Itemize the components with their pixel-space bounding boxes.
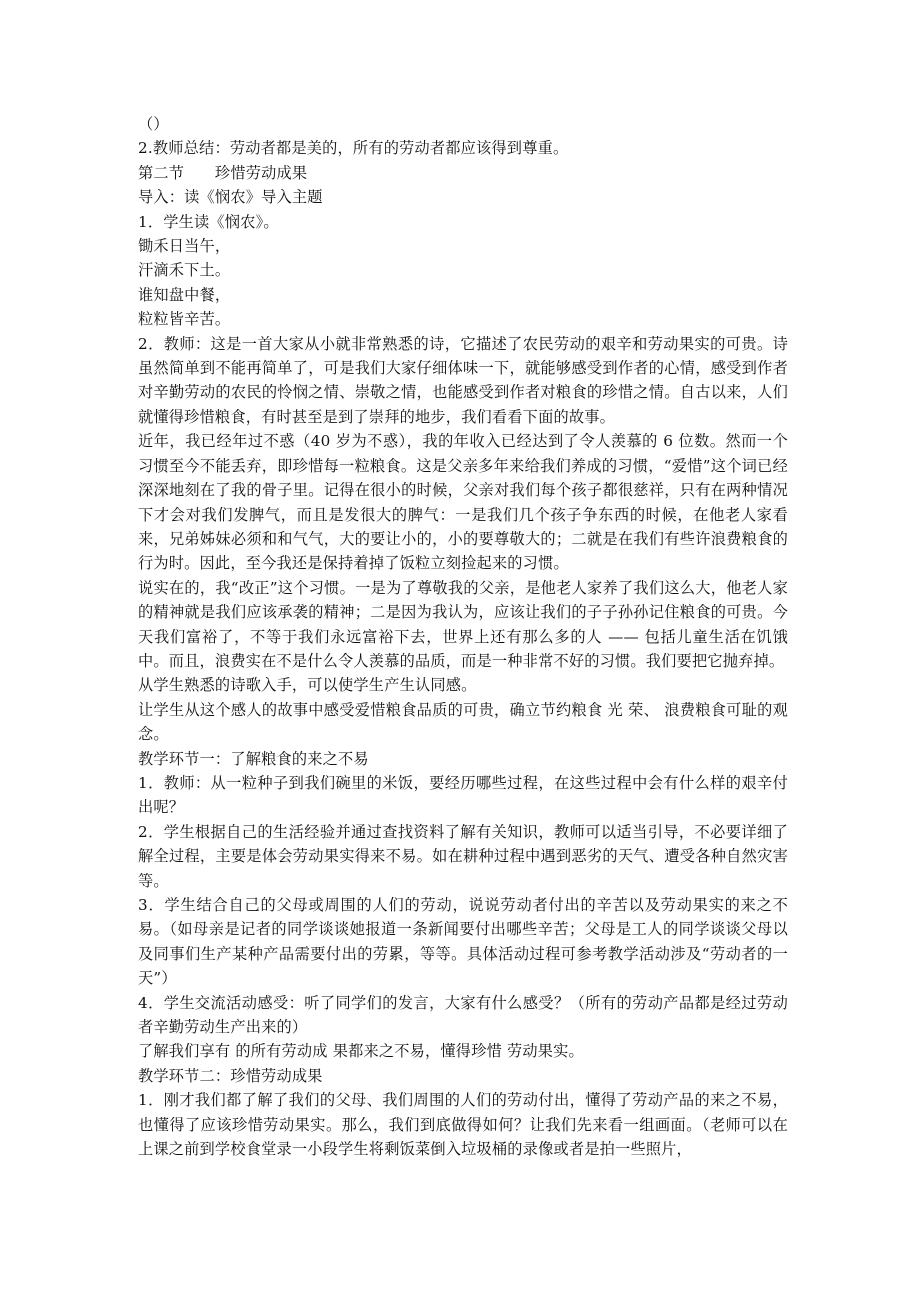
step-1-summary: 了解我们享有 的所有劳动成 果都来之不易，懂得珍惜 劳动果实。 (138, 1042, 584, 1061)
note-poem: 从学生熟悉的诗歌入手，可以使学生产生认同感。 (138, 676, 477, 695)
section-heading-step-1: 教学环节一：了解粮食的来之不易 (138, 749, 369, 768)
paren-placeholder: （） (138, 115, 169, 133)
step-read-poem: 1．学生读《悯农》。 (138, 212, 279, 231)
step-2-item-1: 1．刚才我们都了解了我们的父母、我们周围的人们的劳动付出，懂得了劳动产品的来之不易，也懂得了应该珍惜劳动果实。那么，我们到底做得如何？让我们先来看一组画面。（老师可以在上课之前到学校食堂录一小段学生将剩饭菜倒入垃圾桶的录像或者是拍一些照片， (138, 1091, 788, 1159)
section-heading-step-2: 教学环节二：珍惜劳动成果 (138, 1066, 323, 1085)
poem-line-3: 谁知盘中餐， (138, 285, 231, 304)
note-story: 让学生从这个感人的故事中感受爱惜粮食品质的可贵，确立节约粮食 光 荣、 浪费粮食可耻的观念。 (138, 700, 788, 744)
step-1-item-3: 3．学生结合自己的父母或周围的人们的劳动，说说劳动者付出的辛苦以及劳动果实的来之不易。（如母亲是记者的同学谈谈她报道一条新闻要付出哪些辛苦；父母是工人的同学谈谈父母以及同事们生产某种产品需要付出的劳累，等等。具体活动过程可参考教学活动涉及“劳动者的一天”） (138, 896, 788, 988)
teacher-summary: 2.教师总结：劳动者都是美的，所有的劳动者都应该得到尊重。 (138, 139, 569, 158)
poem-line-2: 汗滴禾下土。 (138, 261, 231, 280)
step-1-item-4: 4．学生交流活动感受：听了同学们的发言，大家有什么感受？（所有的劳动产品都是经过劳动者辛勤劳动生产出来的） (138, 993, 788, 1037)
step-1-item-1: 1．教师：从一粒种子到我们碗里的米饭，要经历哪些过程，在这些过程中会有什么样的艰辛付出呢？ (138, 773, 788, 817)
teacher-paragraph: 2．教师：这是一首大家从小就非常熟悉的诗，它描述了农民劳动的艰辛和劳动果实的可贵。诗虽然简单到不能再简单了，可是我们大家仔细体味一下，就能够感受到作者的心情，感受到作者对辛勤劳动的农民的怜悯之情、崇敬之情，也能感受到作者对粮食的珍惜之情。自古以来，人们就懂得珍惜粮食，有时甚至是到了崇拜的地步，我们看看下面的故事。 (138, 334, 788, 426)
story-paragraph-2: 说实在的，我“改正”这个习惯。一是为了尊敬我的父亲，是他老人家养了我们这么大，他老人家的精神就是我们应该承袭的精神；二是因为我认为，应该让我们的子子孙孙记住粮食的可贵。今天我们富裕了，不等于我们永远富裕下去，世界上还有那么多的人 —— 包括儿童生活在饥饿中。而且，浪费实在不是什么令人羡慕的品质，而是一种非常不好的习惯。我们要把它抛弃掉。 (138, 578, 788, 670)
poem-line-4: 粒粒皆辛苦。 (138, 310, 231, 329)
story-paragraph-1: 近年，我已经年过不惑（40 岁为不惑），我的年收入已经达到了令人羡慕的 6 位数。然而一个习惯至今不能丢弃，即珍惜每一粒粮食。这是父亲多年来给我们养成的习惯，“爱惜”这个词已经深深地刻在了我的骨子里。记得在很小的时候，父亲对我们每个孩子都很慈祥，只有在两种情况下才会对我们发脾气，而且是发很大的脾气：一是我们几个孩子争东西的时候，在他老人家看来，兄弟姊妹必须和和气气，大的要让小的，小的要尊敬大的；二就是在我们有些许浪费粮食的行为时。因此，至今我还是保持着掉了饭粒立刻捡起来的习惯。 (138, 432, 788, 573)
step-1-item-2: 2．学生根据自己的生活经验并通过查找资料了解有关知识，教师可以适当引导，不必要详细了解全过程，主要是体会劳动果实得来不易。如在耕种过程中遇到恶劣的天气、遭受各种自然灾害等。 (138, 822, 788, 890)
section-heading: 第二节 珍惜劳动成果 (138, 163, 308, 182)
intro-heading: 导入：读《悯农》导入主题 (138, 188, 323, 207)
document-body (138, 112, 788, 1161)
poem-line-1: 锄禾日当午， (138, 237, 231, 256)
